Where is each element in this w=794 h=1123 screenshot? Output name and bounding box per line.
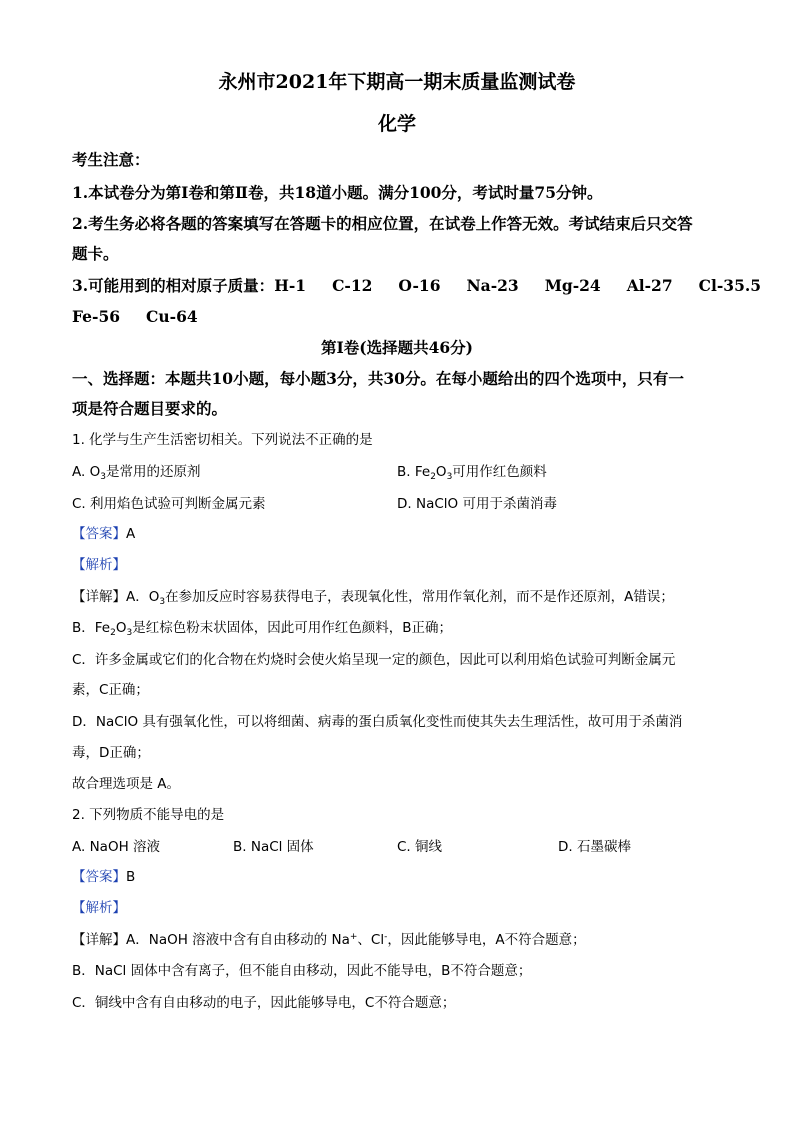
atomic-mass-label: 3.可能用到的相对原子质量： <box>72 276 275 295</box>
question-1-detail-b: B．$Fe_2O_3$是红棕色粉末状固体，因此可用作红色颜料，B正确； <box>72 620 452 638</box>
answer-value: A <box>126 526 136 542</box>
atomic-mass-mg: Mg-24 <box>544 276 601 295</box>
atomic-mass-c: C-12 <box>332 276 373 295</box>
atomic-mass-h: H-1 <box>274 276 307 295</box>
atomic-mass-o: O-16 <box>398 276 441 295</box>
subject-title: 化学 <box>377 113 416 135</box>
question-2-option-a: A. NaOH 溶液 <box>72 839 161 855</box>
notice-item-3 <box>72 276 761 296</box>
question-2-detail-c: C．铜线中含有自由移动的电子，因此能够导电，C不符合题意； <box>72 995 456 1011</box>
section-intro-cont: 项是符合题目要求的。 <box>72 399 228 418</box>
notice-heading: 考生注意： <box>72 150 150 169</box>
question-2-answer <box>72 867 135 887</box>
notice-item-2-cont: 题卡。 <box>72 244 119 263</box>
atomic-mass-cu: Cu-64 <box>146 307 198 326</box>
question-2-stem: 2. 下列物质不能导电的是 <box>72 807 225 823</box>
notice-item-3-cont <box>72 307 198 327</box>
question-1-conclusion: 故合理选项是 A。 <box>72 776 181 792</box>
question-1-option-b: B. $Fe_2O_3$可用作红色颜料 <box>397 464 547 482</box>
question-2-option-d: D. 石墨碳棒 <box>558 839 631 855</box>
question-2-option-c: C. 铜线 <box>397 839 443 855</box>
atomic-mass-na: Na-23 <box>466 276 519 295</box>
question-1-option-d: D. NaClO 可用于杀菌消毒 <box>397 496 557 512</box>
section-heading: 第Ⅰ卷(选择题共46分) <box>321 338 473 357</box>
question-2-analysis-tag: 【解析】 <box>72 900 126 916</box>
notice-item-1: 1.本试卷分为第Ⅰ卷和第Ⅱ卷，共18道小题。满分100分，考试时量75分钟。 <box>72 183 603 202</box>
section-intro: 一、选择题：本题共10小题，每小题3分，共30分。在每小题给出的四个选项中，只有一 <box>72 369 684 388</box>
question-2-detail-b: B．NaCl 固体中含有离子，但不能自由移动，因此不能导电，B不符合题意； <box>72 963 532 979</box>
question-1-option-a: A. $O_3$是常用的还原剂 <box>72 464 201 482</box>
question-2-detail-a: 【详解】A．NaOH 溶液中含有自由移动的 Na+、Cl-，因此能够导电，A不符合题意； <box>72 932 586 948</box>
notice-item-2: 2.考生务必将各题的答案填写在答题卡的相应位置，在试卷上作答无效。考试结束后只交答 <box>72 214 693 233</box>
question-1-answer <box>72 524 135 544</box>
question-1-detail-d-cont: 毒，D正确； <box>72 745 150 761</box>
question-1-detail-c-cont: 素，C正确； <box>72 682 149 698</box>
answer-tag: 【答案】 <box>72 869 126 885</box>
detail-tag: 【详解】 <box>72 932 126 948</box>
question-1-detail-a: 【详解】A．$O_3$在参加反应时容易获得电子，表现氧化性，常用作氧化剂，而不是作还原剂，A错误； <box>72 589 674 607</box>
answer-value: B <box>126 869 136 885</box>
detail-tag: 【详解】 <box>72 589 126 605</box>
atomic-mass-fe: Fe-56 <box>72 307 121 326</box>
question-1-option-c: C. 利用焰色试验可判断金属元素 <box>72 496 266 512</box>
question-1-analysis-tag: 【解析】 <box>72 557 126 573</box>
atomic-mass-cl: Cl-35.5 <box>698 276 762 295</box>
atomic-mass-al: Al-27 <box>626 276 673 295</box>
exam-title: 永州市2021年下期高一期末质量监测试卷 <box>218 71 576 93</box>
question-1-stem: 1. 化学与生产生活密切相关。下列说法不正确的是 <box>72 432 373 448</box>
question-1-detail-c: C．许多金属或它们的化合物在灼烧时会使火焰呈现一定的颜色，因此可以利用焰色试验可判断金属元 <box>72 652 676 668</box>
question-2-option-b: B. NaCl 固体 <box>233 839 314 855</box>
question-1-detail-d: D．NaClO 具有强氧化性，可以将细菌、病毒的蛋白质氧化变性而使其失去生理活性，故可用于杀菌消 <box>72 714 683 730</box>
answer-tag: 【答案】 <box>72 526 126 542</box>
